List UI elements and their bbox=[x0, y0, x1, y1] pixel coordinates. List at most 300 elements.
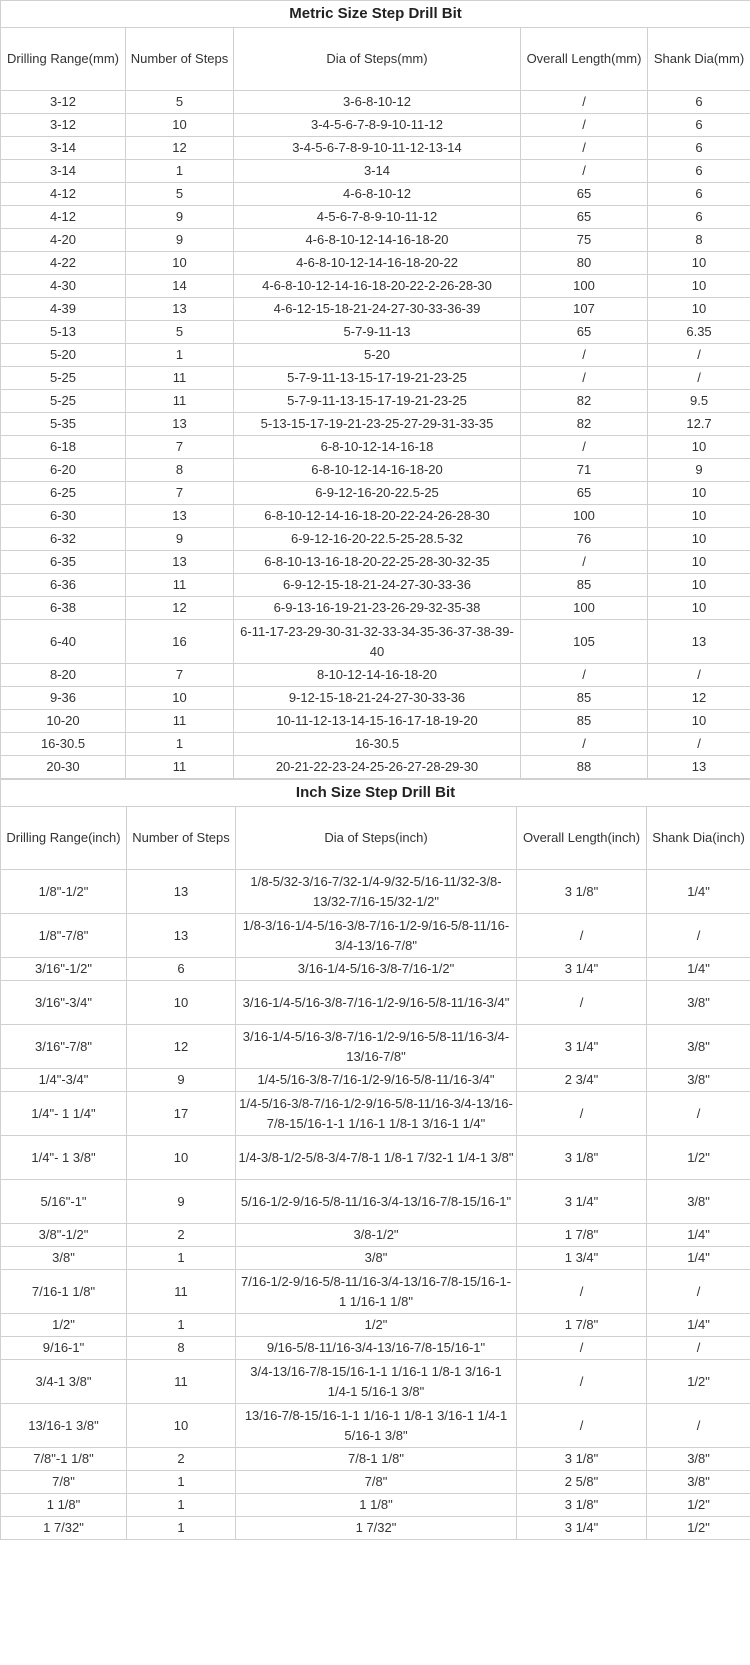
table-cell: 9 bbox=[127, 1180, 236, 1224]
table-cell: 3 1/8" bbox=[517, 1494, 647, 1517]
table-row bbox=[1, 756, 750, 779]
table-cell: 20-21-22-23-24-25-26-27-28-29-30 bbox=[234, 756, 521, 779]
table-cell: 10 bbox=[648, 275, 750, 298]
table-cell: 8 bbox=[648, 229, 750, 252]
table-cell: 1/2" bbox=[647, 1136, 750, 1180]
table-cell: 4-12 bbox=[1, 206, 126, 229]
table-cell: / bbox=[521, 664, 648, 687]
table-cell: 6-36 bbox=[1, 574, 126, 597]
table-cell: 10 bbox=[648, 597, 750, 620]
table-cell: 82 bbox=[521, 390, 648, 413]
table-cell: 6 bbox=[648, 114, 750, 137]
table-cell: 1 7/32" bbox=[236, 1517, 517, 1540]
table-cell: 10 bbox=[648, 252, 750, 275]
table-cell: 9-12-15-18-21-24-27-30-33-36 bbox=[234, 687, 521, 710]
table-cell: / bbox=[517, 1337, 647, 1360]
table-row bbox=[1, 1517, 750, 1540]
table-cell: 6-30 bbox=[1, 505, 126, 528]
table-cell: 1/4" bbox=[647, 1247, 750, 1270]
table-cell: 10 bbox=[648, 574, 750, 597]
table-cell: / bbox=[521, 551, 648, 574]
table-row bbox=[1, 1471, 750, 1494]
table-cell: / bbox=[648, 733, 750, 756]
table-cell: 9 bbox=[127, 1069, 236, 1092]
column-header: Drilling Range(inch) bbox=[1, 807, 127, 870]
table-cell: / bbox=[647, 1404, 750, 1448]
table-cell: 13/16-7/8-15/16-1-1 1/16-1 1/8-1 3/16-1 1/4-1 5/16-1 3/8" bbox=[236, 1404, 517, 1448]
table-row bbox=[1, 413, 750, 436]
table-cell: 4-22 bbox=[1, 252, 126, 275]
table-cell: 1 bbox=[126, 160, 234, 183]
table-cell: 10 bbox=[648, 551, 750, 574]
table-cell: 2 bbox=[127, 1448, 236, 1471]
table-row bbox=[1, 321, 750, 344]
table-cell: 1 bbox=[126, 733, 234, 756]
metric-header-row bbox=[1, 28, 750, 91]
table-cell: 5 bbox=[126, 183, 234, 206]
table-cell: / bbox=[521, 733, 648, 756]
table-row bbox=[1, 664, 750, 687]
inch-table bbox=[0, 779, 750, 1540]
table-cell: 9/16-5/8-11/16-3/4-13/16-7/8-15/16-1" bbox=[236, 1337, 517, 1360]
table-row bbox=[1, 1448, 750, 1471]
table-cell: 7/16-1 1/8" bbox=[1, 1270, 127, 1314]
table-row bbox=[1, 1069, 750, 1092]
table-cell: 107 bbox=[521, 298, 648, 321]
table-cell: 1/4" bbox=[647, 1224, 750, 1247]
table-row bbox=[1, 160, 750, 183]
table-row bbox=[1, 914, 750, 958]
table-row bbox=[1, 114, 750, 137]
table-cell: 11 bbox=[126, 574, 234, 597]
table-cell: 4-12 bbox=[1, 183, 126, 206]
table-cell: 100 bbox=[521, 275, 648, 298]
table-row bbox=[1, 1494, 750, 1517]
table-cell: 6-9-12-16-20-22.5-25 bbox=[234, 482, 521, 505]
table-cell: 3/16-1/4-5/16-3/8-7/16-1/2" bbox=[236, 958, 517, 981]
table-cell: 3/16-1/4-5/16-3/8-7/16-1/2-9/16-5/8-11/16-3/4" bbox=[236, 981, 517, 1025]
table-cell: 10 bbox=[648, 482, 750, 505]
table-cell: 8 bbox=[126, 459, 234, 482]
table-cell: 65 bbox=[521, 183, 648, 206]
table-cell: 12 bbox=[126, 597, 234, 620]
column-header: Overall Length(mm) bbox=[521, 28, 648, 91]
table-cell: 3/16"-1/2" bbox=[1, 958, 127, 981]
table-cell: 4-6-8-10-12-14-16-18-20 bbox=[234, 229, 521, 252]
table-cell: 13 bbox=[127, 914, 236, 958]
table-cell: 13 bbox=[648, 756, 750, 779]
table-cell: 1/8"-7/8" bbox=[1, 914, 127, 958]
column-header: Number of Steps bbox=[126, 28, 234, 91]
table-cell: 1 bbox=[126, 344, 234, 367]
inch-header-row bbox=[1, 807, 750, 870]
table-cell: 7/16-1/2-9/16-5/8-11/16-3/4-13/16-7/8-15/16-1-1 1/16-1 1/8" bbox=[236, 1270, 517, 1314]
table-cell: 3/4-13/16-7/8-15/16-1-1 1/16-1 1/8-1 3/16-1 1/4-1 5/16-1 3/8" bbox=[236, 1360, 517, 1404]
table-cell: 1/4" bbox=[647, 1314, 750, 1337]
table-cell: 3/8" bbox=[647, 1069, 750, 1092]
table-cell: 6 bbox=[648, 206, 750, 229]
table-cell: 4-6-12-15-18-21-24-27-30-33-36-39 bbox=[234, 298, 521, 321]
table-cell: 13 bbox=[127, 870, 236, 914]
table-row bbox=[1, 505, 750, 528]
table-cell: 9.5 bbox=[648, 390, 750, 413]
table-cell: 5/16-1/2-9/16-5/8-11/16-3/4-13/16-7/8-15/16-1" bbox=[236, 1180, 517, 1224]
table-cell: 10 bbox=[126, 114, 234, 137]
table-cell: 7/8-1 1/8" bbox=[236, 1448, 517, 1471]
table-cell: 100 bbox=[521, 597, 648, 620]
table-cell: 85 bbox=[521, 687, 648, 710]
table-cell: / bbox=[517, 914, 647, 958]
table-cell: 6-25 bbox=[1, 482, 126, 505]
table-cell: 7 bbox=[126, 482, 234, 505]
table-row bbox=[1, 229, 750, 252]
table-cell: 2 bbox=[127, 1224, 236, 1247]
table-cell: 1/8-5/32-3/16-7/32-1/4-9/32-5/16-11/32-3/8-13/32-7/16-15/32-1/2" bbox=[236, 870, 517, 914]
table-cell: 88 bbox=[521, 756, 648, 779]
table-cell: 10 bbox=[127, 1136, 236, 1180]
table-cell: 11 bbox=[126, 390, 234, 413]
table-cell: 9/16-1" bbox=[1, 1337, 127, 1360]
table-row bbox=[1, 1270, 750, 1314]
column-header: Shank Dia(inch) bbox=[647, 807, 750, 870]
table-cell: 5-13 bbox=[1, 321, 126, 344]
table-cell: 13 bbox=[648, 620, 750, 664]
table-cell: 10 bbox=[648, 710, 750, 733]
table-cell: 5-7-9-11-13-15-17-19-21-23-25 bbox=[234, 367, 521, 390]
table-row bbox=[1, 1025, 750, 1069]
table-cell: 5/16"-1" bbox=[1, 1180, 127, 1224]
table-cell: 3 1/4" bbox=[517, 1180, 647, 1224]
table-cell: 13 bbox=[126, 505, 234, 528]
table-cell: 10-20 bbox=[1, 710, 126, 733]
table-cell: 1/4-5/16-3/8-7/16-1/2-9/16-5/8-11/16-3/4-13/16-7/8-15/16-1-1 1/16-1 1/8-1 3/16-1 1/4" bbox=[236, 1092, 517, 1136]
table-cell: 1 1/8" bbox=[236, 1494, 517, 1517]
table-row bbox=[1, 710, 750, 733]
table-cell: / bbox=[647, 1337, 750, 1360]
table-cell: 7/8"-1 1/8" bbox=[1, 1448, 127, 1471]
table-row bbox=[1, 981, 750, 1025]
table-cell: / bbox=[648, 367, 750, 390]
table-cell: 10 bbox=[648, 298, 750, 321]
table-cell: 6.35 bbox=[648, 321, 750, 344]
table-cell: / bbox=[517, 1092, 647, 1136]
table-cell: 5 bbox=[126, 321, 234, 344]
metric-table-title: Metric Size Step Drill Bit bbox=[1, 1, 750, 28]
table-cell: 12.7 bbox=[648, 413, 750, 436]
table-cell: 3/8" bbox=[1, 1247, 127, 1270]
column-header: Number of Steps bbox=[127, 807, 236, 870]
table-cell: 11 bbox=[127, 1360, 236, 1404]
table-cell: 1/2" bbox=[647, 1494, 750, 1517]
table-cell: 1/8-3/16-1/4-5/16-3/8-7/16-1/2-9/16-5/8-11/16-3/4-13/16-7/8" bbox=[236, 914, 517, 958]
table-cell: 1/4" bbox=[647, 958, 750, 981]
table-cell: / bbox=[517, 1360, 647, 1404]
table-cell: 3 1/4" bbox=[517, 1025, 647, 1069]
table-cell: 1/4"- 1 1/4" bbox=[1, 1092, 127, 1136]
table-cell: 10 bbox=[648, 505, 750, 528]
table-cell: 85 bbox=[521, 710, 648, 733]
table-row bbox=[1, 551, 750, 574]
table-cell: / bbox=[521, 367, 648, 390]
table-cell: / bbox=[521, 114, 648, 137]
table-row bbox=[1, 620, 750, 664]
table-row bbox=[1, 436, 750, 459]
table-cell: / bbox=[647, 1092, 750, 1136]
table-cell: 10 bbox=[126, 252, 234, 275]
table-cell: / bbox=[521, 91, 648, 114]
table-cell: 5-20 bbox=[234, 344, 521, 367]
table-cell: 8 bbox=[127, 1337, 236, 1360]
table-cell: 10-11-12-13-14-15-16-17-18-19-20 bbox=[234, 710, 521, 733]
table-cell: 12 bbox=[127, 1025, 236, 1069]
column-header: Drilling Range(mm) bbox=[1, 28, 126, 91]
table-cell: 82 bbox=[521, 413, 648, 436]
table-cell: 3 1/8" bbox=[517, 870, 647, 914]
table-cell: 65 bbox=[521, 482, 648, 505]
table-cell: 13/16-1 3/8" bbox=[1, 1404, 127, 1448]
table-row bbox=[1, 91, 750, 114]
table-cell: 6-40 bbox=[1, 620, 126, 664]
table-cell: 20-30 bbox=[1, 756, 126, 779]
table-row bbox=[1, 137, 750, 160]
metric-table-body bbox=[1, 91, 750, 779]
table-cell: 5-35 bbox=[1, 413, 126, 436]
table-cell: 105 bbox=[521, 620, 648, 664]
table-cell: 16 bbox=[126, 620, 234, 664]
table-row bbox=[1, 1092, 750, 1136]
table-cell: / bbox=[521, 436, 648, 459]
table-cell: 4-5-6-7-8-9-10-11-12 bbox=[234, 206, 521, 229]
table-cell: 6 bbox=[648, 91, 750, 114]
table-cell: 3-14 bbox=[1, 160, 126, 183]
table-cell: 1 3/4" bbox=[517, 1247, 647, 1270]
table-row bbox=[1, 870, 750, 914]
table-cell: 3/8" bbox=[647, 1025, 750, 1069]
table-cell: 3 1/8" bbox=[517, 1448, 647, 1471]
table-cell: 3-12 bbox=[1, 114, 126, 137]
table-cell: 2 5/8" bbox=[517, 1471, 647, 1494]
inch-table-title: Inch Size Step Drill Bit bbox=[1, 780, 750, 807]
table-cell: 3/8" bbox=[647, 1448, 750, 1471]
table-cell: 1 bbox=[127, 1314, 236, 1337]
table-row bbox=[1, 1314, 750, 1337]
table-cell: / bbox=[521, 344, 648, 367]
table-cell: 12 bbox=[126, 137, 234, 160]
table-cell: 6 bbox=[648, 160, 750, 183]
table-cell: 1 1/8" bbox=[1, 1494, 127, 1517]
table-row bbox=[1, 206, 750, 229]
table-cell: 3 1/8" bbox=[517, 1136, 647, 1180]
table-cell: 6-8-10-13-16-18-20-22-25-28-30-32-35 bbox=[234, 551, 521, 574]
table-cell: 80 bbox=[521, 252, 648, 275]
table-cell: 11 bbox=[126, 710, 234, 733]
table-cell: 13 bbox=[126, 413, 234, 436]
table-cell: 6-8-10-12-14-16-18-20 bbox=[234, 459, 521, 482]
table-cell: 1 7/32" bbox=[1, 1517, 127, 1540]
table-cell: 3-14 bbox=[1, 137, 126, 160]
table-cell: 6-35 bbox=[1, 551, 126, 574]
table-cell: 4-6-8-10-12-14-16-18-20-22-2-26-28-30 bbox=[234, 275, 521, 298]
table-row bbox=[1, 958, 750, 981]
metric-table bbox=[0, 0, 750, 779]
table-cell: 1 7/8" bbox=[517, 1314, 647, 1337]
table-row bbox=[1, 252, 750, 275]
table-cell: 4-6-8-10-12 bbox=[234, 183, 521, 206]
table-cell: 6-9-12-16-20-22.5-25-28.5-32 bbox=[234, 528, 521, 551]
table-cell: 8-10-12-14-16-18-20 bbox=[234, 664, 521, 687]
table-cell: 6 bbox=[127, 958, 236, 981]
table-cell: 17 bbox=[127, 1092, 236, 1136]
table-cell: 1 bbox=[127, 1494, 236, 1517]
table-row bbox=[1, 344, 750, 367]
table-row bbox=[1, 1180, 750, 1224]
table-cell: 76 bbox=[521, 528, 648, 551]
table-cell: 3/8" bbox=[236, 1247, 517, 1270]
column-header: Dia of Steps(mm) bbox=[234, 28, 521, 91]
table-cell: 10 bbox=[648, 436, 750, 459]
table-cell: 3-6-8-10-12 bbox=[234, 91, 521, 114]
table-cell: 3/16"-3/4" bbox=[1, 981, 127, 1025]
table-cell: 4-30 bbox=[1, 275, 126, 298]
table-cell: 7/8" bbox=[236, 1471, 517, 1494]
inch-table-body bbox=[1, 870, 750, 1540]
table-cell: 3/8" bbox=[647, 981, 750, 1025]
table-cell: 1 7/8" bbox=[517, 1224, 647, 1247]
table-cell: 9-36 bbox=[1, 687, 126, 710]
table-row bbox=[1, 183, 750, 206]
table-row bbox=[1, 459, 750, 482]
table-cell: 1 bbox=[127, 1471, 236, 1494]
table-cell: 3-12 bbox=[1, 91, 126, 114]
table-cell: 5-7-9-11-13 bbox=[234, 321, 521, 344]
table-cell: 85 bbox=[521, 574, 648, 597]
table-row bbox=[1, 390, 750, 413]
table-cell: 1/2" bbox=[236, 1314, 517, 1337]
table-row bbox=[1, 367, 750, 390]
table-cell: 3/4-1 3/8" bbox=[1, 1360, 127, 1404]
table-cell: / bbox=[648, 344, 750, 367]
table-cell: / bbox=[647, 914, 750, 958]
table-cell: 3 1/4" bbox=[517, 1517, 647, 1540]
table-cell: 10 bbox=[127, 1404, 236, 1448]
table-cell: 100 bbox=[521, 505, 648, 528]
table-cell: 6-38 bbox=[1, 597, 126, 620]
table-cell: 9 bbox=[126, 206, 234, 229]
table-cell: 6 bbox=[648, 137, 750, 160]
table-cell: 13 bbox=[126, 298, 234, 321]
table-cell: / bbox=[647, 1270, 750, 1314]
table-cell: 2 3/4" bbox=[517, 1069, 647, 1092]
table-cell: 5-7-9-11-13-15-17-19-21-23-25 bbox=[234, 390, 521, 413]
table-cell: / bbox=[521, 137, 648, 160]
table-cell: 6-8-10-12-14-16-18 bbox=[234, 436, 521, 459]
table-cell: 16-30.5 bbox=[234, 733, 521, 756]
table-row bbox=[1, 687, 750, 710]
table-cell: 1 bbox=[127, 1247, 236, 1270]
table-row bbox=[1, 1136, 750, 1180]
table-cell: 6 bbox=[648, 183, 750, 206]
table-cell: 3/8" bbox=[647, 1180, 750, 1224]
table-cell: 3/8-1/2" bbox=[236, 1224, 517, 1247]
table-cell: 9 bbox=[126, 528, 234, 551]
table-row bbox=[1, 733, 750, 756]
table-cell: 13 bbox=[126, 551, 234, 574]
table-cell: / bbox=[521, 160, 648, 183]
table-cell: 10 bbox=[127, 981, 236, 1025]
table-cell: 5-25 bbox=[1, 390, 126, 413]
table-cell: 11 bbox=[126, 756, 234, 779]
table-cell: 14 bbox=[126, 275, 234, 298]
table-cell: 3/16"-7/8" bbox=[1, 1025, 127, 1069]
table-row bbox=[1, 482, 750, 505]
table-row bbox=[1, 1404, 750, 1448]
table-cell: 7 bbox=[126, 436, 234, 459]
table-cell: 5-25 bbox=[1, 367, 126, 390]
table-cell: 1/4-5/16-3/8-7/16-1/2-9/16-5/8-11/16-3/4" bbox=[236, 1069, 517, 1092]
table-cell: 1/2" bbox=[1, 1314, 127, 1337]
table-cell: 6-18 bbox=[1, 436, 126, 459]
table-cell: 6-11-17-23-29-30-31-32-33-34-35-36-37-38-39-40 bbox=[234, 620, 521, 664]
table-cell: / bbox=[517, 981, 647, 1025]
column-header: Overall Length(inch) bbox=[517, 807, 647, 870]
table-cell: 6-8-10-12-14-16-18-20-22-24-26-28-30 bbox=[234, 505, 521, 528]
table-cell: 6-20 bbox=[1, 459, 126, 482]
table-cell: / bbox=[517, 1404, 647, 1448]
table-cell: 10 bbox=[126, 687, 234, 710]
table-cell: 9 bbox=[648, 459, 750, 482]
table-cell: 5 bbox=[126, 91, 234, 114]
table-cell: 65 bbox=[521, 206, 648, 229]
table-cell: 8-20 bbox=[1, 664, 126, 687]
table-cell: 6-32 bbox=[1, 528, 126, 551]
table-row bbox=[1, 275, 750, 298]
column-header: Shank Dia(mm) bbox=[648, 28, 750, 91]
table-cell: 6-9-13-16-19-21-23-26-29-32-35-38 bbox=[234, 597, 521, 620]
table-row bbox=[1, 597, 750, 620]
table-cell: 5-13-15-17-19-21-23-25-27-29-31-33-35 bbox=[234, 413, 521, 436]
table-cell: 65 bbox=[521, 321, 648, 344]
table-row bbox=[1, 528, 750, 551]
table-cell: 10 bbox=[648, 528, 750, 551]
table-cell: 4-39 bbox=[1, 298, 126, 321]
table-cell: / bbox=[517, 1270, 647, 1314]
table-cell: 3-14 bbox=[234, 160, 521, 183]
table-cell: 4-6-8-10-12-14-16-18-20-22 bbox=[234, 252, 521, 275]
table-cell: 71 bbox=[521, 459, 648, 482]
table-cell: 75 bbox=[521, 229, 648, 252]
table-cell: 1/4-3/8-1/2-5/8-3/4-7/8-1 1/8-1 7/32-1 1/4-1 3/8" bbox=[236, 1136, 517, 1180]
table-cell: 4-20 bbox=[1, 229, 126, 252]
table-cell: 7 bbox=[126, 664, 234, 687]
table-cell: 12 bbox=[648, 687, 750, 710]
table-cell: 1/8"-1/2" bbox=[1, 870, 127, 914]
table-cell: 3/16-1/4-5/16-3/8-7/16-1/2-9/16-5/8-11/16-3/4-13/16-7/8" bbox=[236, 1025, 517, 1069]
table-row bbox=[1, 1337, 750, 1360]
table-cell: 1 bbox=[127, 1517, 236, 1540]
table-cell: 3/8"-1/2" bbox=[1, 1224, 127, 1247]
table-cell: 5-20 bbox=[1, 344, 126, 367]
table-cell: 1/4" bbox=[647, 870, 750, 914]
table-cell: 7/8" bbox=[1, 1471, 127, 1494]
table-row bbox=[1, 1360, 750, 1404]
table-cell: 16-30.5 bbox=[1, 733, 126, 756]
table-cell: 1/2" bbox=[647, 1517, 750, 1540]
table-cell: 3/8" bbox=[647, 1471, 750, 1494]
table-cell: 1/4"-3/4" bbox=[1, 1069, 127, 1092]
table-cell: 11 bbox=[127, 1270, 236, 1314]
table-cell: 3-4-5-6-7-8-9-10-11-12-13-14 bbox=[234, 137, 521, 160]
table-cell: 3 1/4" bbox=[517, 958, 647, 981]
